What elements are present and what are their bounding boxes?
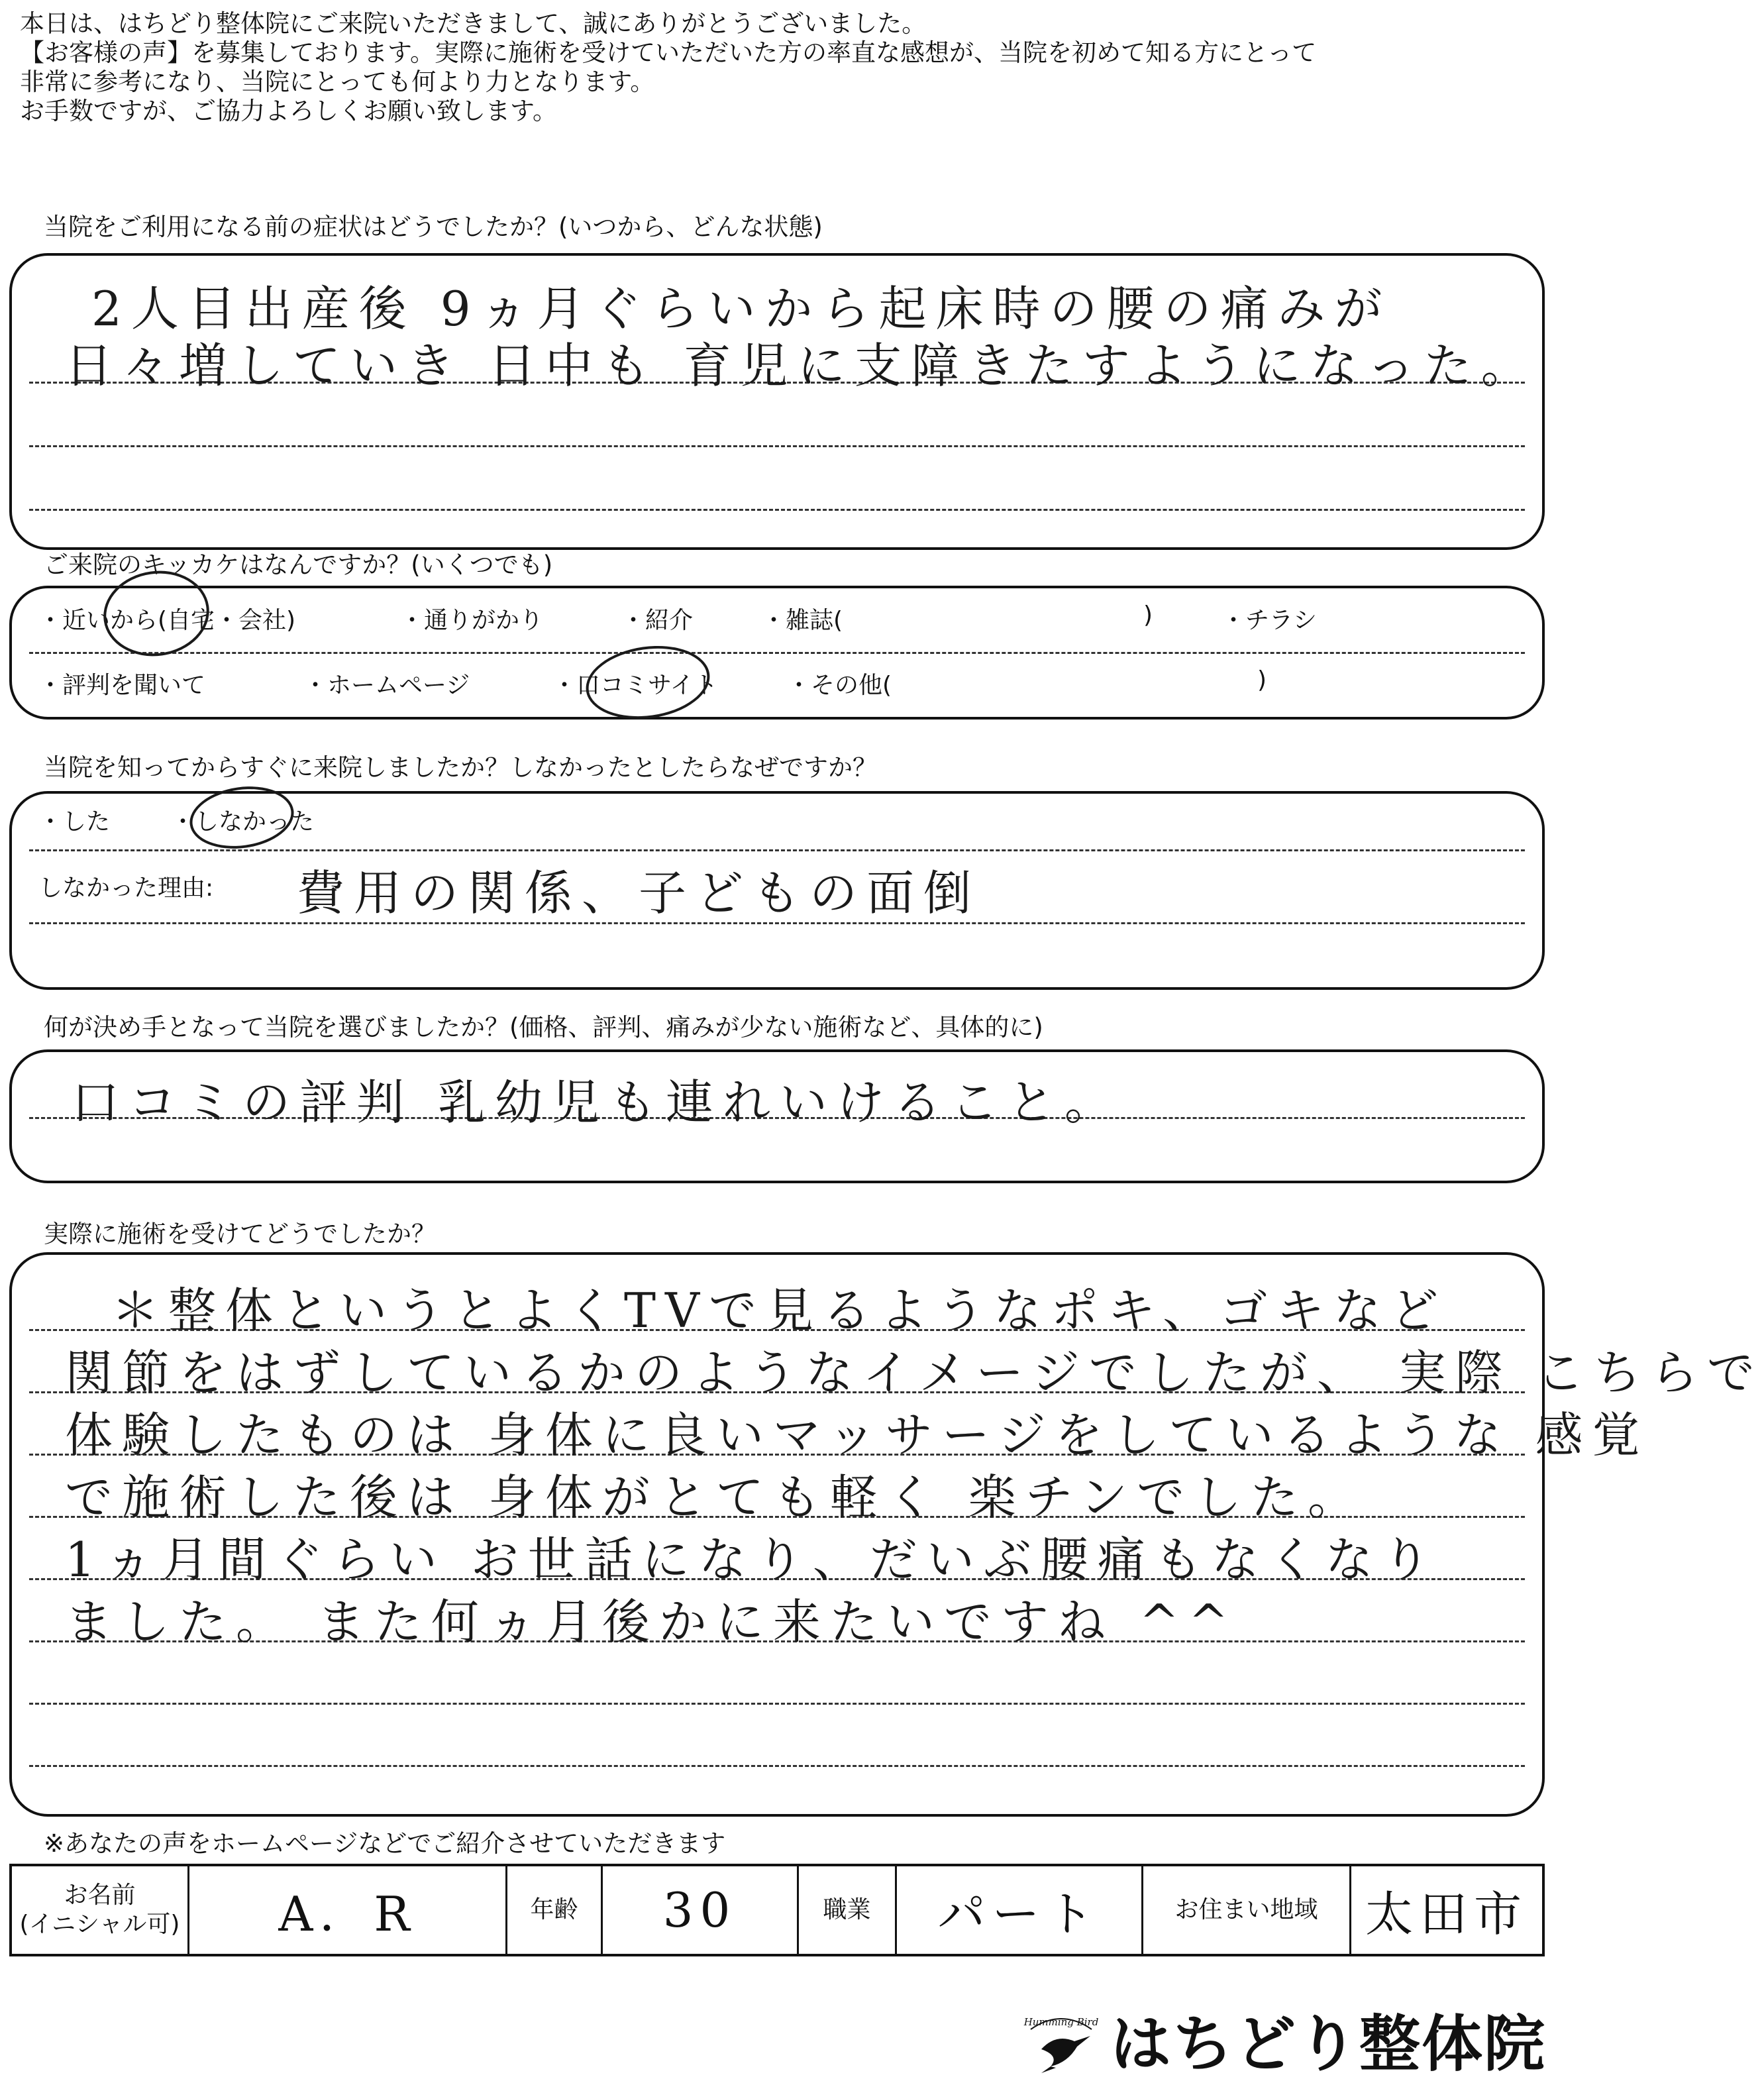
hummingbird-logo-icon [1021,2003,1101,2076]
job-label-cell [799,1866,897,1954]
ruled-line [29,1765,1525,1767]
option-did[interactable]: ・した [38,808,111,835]
option-nearby[interactable]: ・近いから(自宅・会社) [38,607,296,634]
answer-box-deciding-factor[interactable] [9,1049,1545,1183]
age-value: 30 [662,1882,737,1938]
handwritten-answer-line: 関節をはずしているかのようなイメージでしたが、 実際 こちらで [65,1345,1764,1401]
ruled-line [29,445,1525,447]
intro-line: 【お客様の声】を募集しております。実際に施術を受けていただいた方の率直な感想が、当院を初めて知る方にとって [20,38,1317,67]
handwritten-answer-line: 1ヵ月間ぐらい お世話になり、だいぶ腰痛もなくなり [65,1532,1439,1587]
option-referral[interactable]: ・紹介 [621,607,694,634]
ruled-line [29,849,1525,851]
name-value: A．R [278,1886,417,1942]
profile-table [9,1864,1545,1956]
handwritten-answer-line: で施術した後は 身体がとても軽く 楽チンでした。 [65,1469,1365,1525]
option-homepage[interactable]: ・ホームページ [303,672,470,699]
option-magazine-close: ) [1143,602,1153,629]
answer-box-symptoms[interactable] [9,253,1545,550]
consent-note: ※あなたの声をホームページなどでご紹介させていただきます [44,1829,726,1858]
name-label-text: お名前 [64,1882,136,1909]
handwritten-reason: 費用の関係、子どもの面倒 [297,865,981,921]
handwritten-answer-line: 日々増していき 日中も 育児に支障きたすようになった。 [65,338,1538,394]
answer-box-visit-timing[interactable] [9,791,1545,990]
option-reputation[interactable]: ・評判を聞いて [38,672,206,699]
option-did-not[interactable]: ・しなかった [171,808,315,835]
handwritten-answer-line: 体験したものは 身体に良いマッサージをしているような 感覚 [65,1407,1649,1463]
name-label-cell [12,1866,189,1954]
handwritten-answer-line: ＊整体というとよくTVで見るようなポキ、ゴキなど [111,1283,1448,1338]
selection-circle [185,780,297,855]
question-experience: 実際に施術を受けてどうでしたか？ [44,1220,436,1248]
question-reason-for-visit: ご来院のキッカケはなんですか？(いくつでも) [44,551,553,579]
option-review-site[interactable]: ・口コミサイト [552,672,718,699]
option-magazine[interactable]: ・雑誌( [762,607,843,634]
ruled-line [29,652,1525,654]
intro-line: お手数ですが、ご協力よろしくお願い致します。 [20,97,558,125]
option-other[interactable]: ・その他( [787,672,892,699]
intro-line: 本日は、はちどり整体院にご来院いただきまして、誠にありがとうございました。 [20,9,927,38]
option-flyer[interactable]: ・チラシ [1221,607,1318,634]
job-value-cell[interactable] [897,1866,1143,1954]
job-value: パート [937,1886,1101,1942]
area-label-cell [1143,1866,1351,1954]
handwritten-answer-line: 口コミの評判 乳幼児も連れいけること。 [72,1075,1121,1130]
ruled-line [29,509,1525,511]
brand [1021,1996,1546,2083]
option-passing-by[interactable]: ・通りがかり [400,607,544,634]
area-label: お住まい地域 [1174,1896,1318,1923]
ruled-line [29,1703,1525,1705]
name-value-cell[interactable] [189,1866,507,1954]
area-value: 太田市 [1365,1886,1528,1942]
handwritten-answer-line: ました。 また何ヵ月後かに来たいですね ^^ [65,1594,1238,1650]
handwritten-answer-line: 2人目出産後 9ヵ月ぐらいから起床時の腰の痛みが [91,281,1392,337]
reason-label: しなかった理由: [38,875,214,902]
answer-box-experience[interactable] [9,1252,1764,1817]
question-deciding-factor: 何が決め手となって当院を選びましたか？(価格、評判、痛みが少ない施術など、具体的に) [44,1013,1043,1042]
area-value-cell[interactable] [1351,1866,1542,1954]
age-label-cell [507,1866,603,1954]
name-label-subtext: (イニシャル可) [19,1911,180,1938]
name-label [12,1881,187,1939]
intro-line: 非常に参考になり、当院にとっても何より力となります。 [20,68,655,96]
brand-name: はちどり整体院 [1110,2009,1546,2080]
options-box-reason [9,586,1545,720]
job-label: 職業 [823,1896,871,1923]
age-label: 年齢 [530,1896,578,1923]
intro-text [20,9,1316,126]
age-value-cell[interactable] [603,1866,799,1954]
logo-script: Humming Bird [1023,2016,1099,2028]
question-visit-timing: 当院を知ってからすぐに来院しましたか？しなかったとしたらなぜですか？ [44,753,877,782]
option-other-close: ) [1257,667,1267,694]
question-symptoms: 当院をご利用になる前の症状はどうでしたか？(いつから、どんな状態) [44,213,823,241]
